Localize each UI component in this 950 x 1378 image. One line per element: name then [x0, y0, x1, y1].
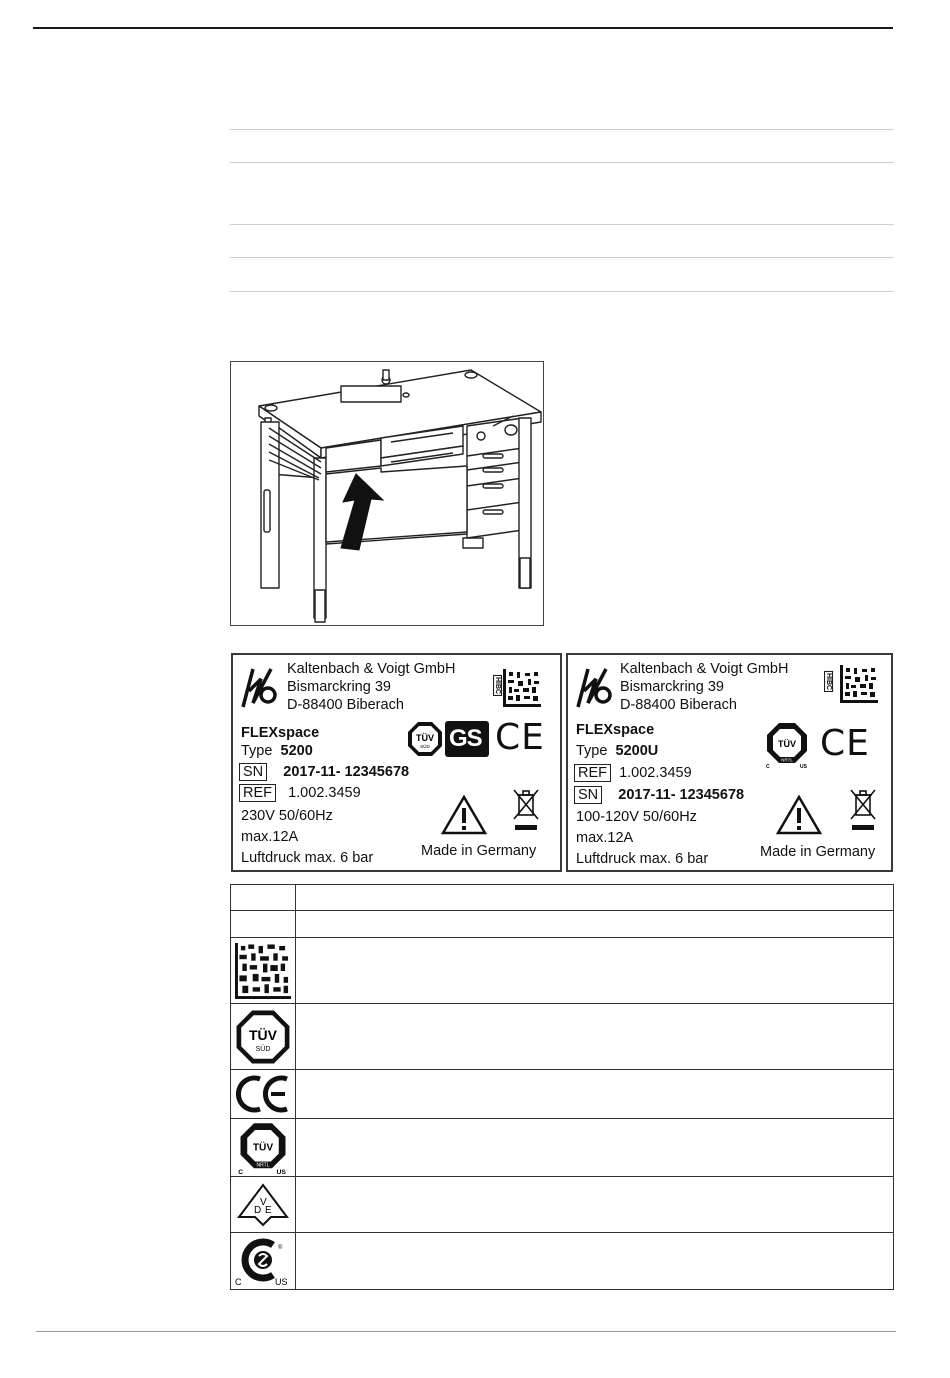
workbench-drawing: [231, 362, 543, 625]
tuv-c-text: C: [766, 764, 770, 769]
manufacturer-city: D-88400 Biberach: [287, 697, 404, 713]
description-cell: [296, 1233, 894, 1290]
ce-mark: CE: [495, 717, 545, 758]
footer-rule: [36, 1331, 896, 1332]
kavo-logo: [574, 665, 614, 711]
ref-value: 1.002.3459: [288, 785, 361, 801]
type-value: 5200U: [615, 743, 659, 759]
weee-bin-icon: [848, 787, 878, 833]
ref-line: [239, 785, 361, 801]
tuv-us-text: US: [276, 1168, 286, 1175]
tuv-sub-text: SÜD: [420, 744, 430, 749]
ref-line: [574, 765, 692, 781]
manufacturer-street: Bismarckring 39: [287, 679, 391, 695]
kavo-logo: [239, 665, 279, 711]
manufacturer-name: Kaltenbach & Voigt GmbH: [620, 661, 789, 677]
table-rule: [230, 129, 894, 130]
made-in-germany: Made in Germany: [421, 843, 537, 859]
nameplate-left: [231, 653, 562, 872]
vde-d-text: D: [254, 1204, 262, 1216]
tuv-text: TÜV: [252, 1141, 274, 1153]
made-in-germany: Made in Germany: [760, 844, 876, 860]
product-name: FLEXspace: [241, 725, 320, 741]
table-rule: [230, 224, 894, 225]
tuv-nrtl-icon: [235, 1121, 291, 1175]
table-row: [231, 1177, 894, 1233]
tuv-sub-text: SÜD: [255, 1045, 271, 1053]
table-rule: [230, 162, 894, 163]
tuv-text: TÜV: [778, 739, 796, 749]
description-cell: [296, 1004, 894, 1070]
tuv-sud-icon: [235, 1008, 291, 1066]
product-name: FLEXspace: [576, 722, 655, 738]
symbol-table: [230, 884, 894, 1290]
warning-icon: [441, 795, 487, 835]
vde-v-text: V: [260, 1196, 267, 1208]
table-row: [231, 938, 894, 1004]
manufacturer-name: Kaltenbach & Voigt GmbH: [287, 661, 456, 677]
type-line: [576, 743, 658, 759]
tuv-nrtl-text: NRTL: [781, 757, 793, 763]
ref-value: 1.002.3459: [619, 765, 692, 781]
sn-value: 2017-11- 12345678: [618, 787, 745, 803]
current-line: max.12A: [576, 830, 634, 846]
type-value: 5200: [280, 743, 313, 759]
weee-bin-icon: [511, 787, 541, 833]
ref-label: REF: [239, 784, 276, 802]
symbol-cell: [231, 1119, 296, 1177]
hibc-label: HIBC: [494, 676, 502, 695]
tuv-text: TÜV: [249, 1026, 277, 1043]
tuv-sud-icon: [407, 721, 443, 757]
sn-label: SN: [239, 763, 267, 781]
ce-mark: CE: [820, 723, 870, 764]
ce-icon: [235, 1074, 291, 1114]
symbol-cell: [231, 1070, 296, 1119]
symbol-cell: [231, 1233, 296, 1290]
symbol-cell: [231, 938, 296, 1004]
vde-icon: [235, 1181, 291, 1229]
table-row: [231, 911, 894, 938]
table-row: [231, 885, 894, 911]
vde-e-text: E: [265, 1204, 272, 1216]
sn-label: SN: [574, 786, 602, 804]
description-cell: [296, 938, 894, 1004]
symbol-cell: [231, 1177, 296, 1233]
tuv-c-text: C: [238, 1168, 244, 1175]
description-cell: [296, 911, 894, 938]
manufacturer-city: D-88400 Biberach: [620, 697, 737, 713]
voltage-line: 100-120V 50/60Hz: [576, 809, 697, 825]
symbol-cell: [231, 1004, 296, 1070]
type-label: Type: [576, 743, 608, 759]
data-matrix-icon: [235, 942, 291, 1000]
tuv-nrtl-icon: [764, 721, 810, 769]
warning-icon: [776, 795, 822, 835]
csa-c-text: C: [235, 1277, 242, 1287]
table-row: [231, 1070, 894, 1119]
sn-value: 2017-11- 12345678: [283, 764, 410, 780]
csa-us-text: US: [275, 1277, 288, 1287]
sn-line: [239, 764, 409, 780]
gs-mark: [445, 721, 489, 757]
table-rule: [230, 291, 894, 292]
sn-line: [574, 787, 744, 803]
description-cell: [296, 885, 894, 911]
current-line: max.12A: [241, 829, 299, 845]
ref-label: REF: [574, 764, 611, 782]
voltage-line: 230V 50/60Hz: [241, 808, 333, 824]
csa-icon: [233, 1235, 293, 1287]
description-cell: [296, 1177, 894, 1233]
csa-reg-mark: ®: [278, 1245, 283, 1251]
workbench-illustration: [230, 361, 544, 626]
header-rule: [33, 27, 893, 29]
data-matrix-icon: [503, 669, 541, 707]
description-cell: [296, 1119, 894, 1177]
air-pressure-line: Luftdruck max. 6 bar: [241, 850, 374, 866]
type-line: [241, 743, 313, 759]
type-label: Type: [241, 743, 273, 759]
table-row: [231, 1119, 894, 1177]
tuv-nrtl-text: NRTL: [256, 1162, 270, 1169]
symbol-cell: [231, 885, 296, 911]
table-row: [231, 1004, 894, 1070]
gs-text: GS: [449, 725, 482, 752]
hibc-label: HIBC: [825, 672, 833, 691]
table-row: [231, 1233, 894, 1290]
air-pressure-line: Luftdruck max. 6 bar: [576, 851, 709, 867]
description-cell: [296, 1070, 894, 1119]
manufacturer-street: Bismarckring 39: [620, 679, 724, 695]
tuv-us-text: US: [800, 764, 807, 769]
data-matrix-icon: [840, 665, 878, 703]
table-rule: [230, 257, 894, 258]
symbol-cell: [231, 911, 296, 938]
tuv-text: TÜV: [416, 733, 434, 743]
nameplate-right: [566, 653, 893, 872]
